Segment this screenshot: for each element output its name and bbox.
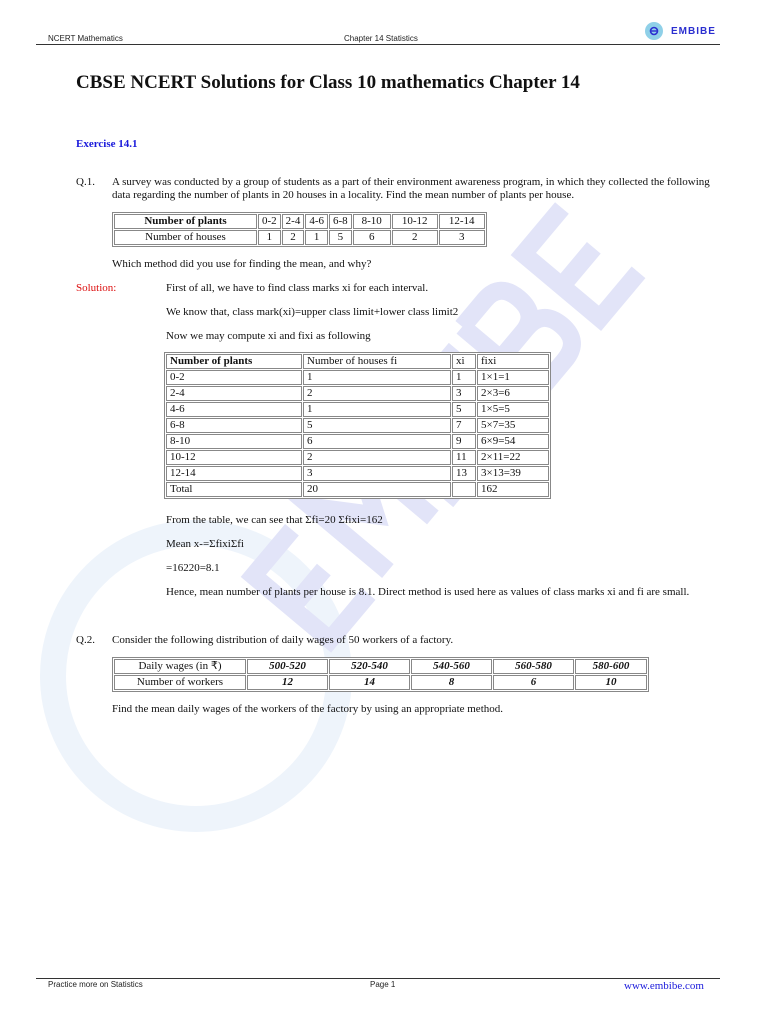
table-cell: xi xyxy=(452,354,476,369)
table-row: Number of houses 1 2 1 5 6 2 3 xyxy=(114,230,485,245)
q2-question: Find the mean daily wages of the workers of the factory by using an appropriate method. xyxy=(112,703,503,715)
table-cell: 11 xyxy=(452,450,476,465)
footer-rule xyxy=(36,978,720,979)
wages-table xyxy=(112,657,649,692)
header-center: Chapter 14 Statistics xyxy=(344,34,418,43)
table-cell: 1 xyxy=(303,370,451,385)
table-cell: 6 xyxy=(303,434,451,449)
table-cell: 2 xyxy=(303,386,451,401)
table-cell: Number of houses fi xyxy=(303,354,451,369)
table-row xyxy=(166,466,549,481)
footer-page: Page 1 xyxy=(370,980,396,989)
table-cell: 4-6 xyxy=(166,402,302,417)
table-cell: 7 xyxy=(452,418,476,433)
table-cell: 3 xyxy=(452,386,476,401)
table-row xyxy=(166,482,549,497)
solution-conclusion: Hence, mean number of plants per house is 8.1. Direct method is used here as values of class marks xi and fi are small. xyxy=(166,586,690,598)
q2-number: Q.2. xyxy=(76,634,95,646)
solution-sum: From the table, we can see that Σfi=20 Σfixi=162 xyxy=(166,514,383,526)
solution-line: We know that, class mark(xi)=upper class limit+lower class limit2 xyxy=(166,306,459,318)
table-cell: 8-10 xyxy=(166,434,302,449)
header-left: NCERT Mathematics xyxy=(48,34,123,43)
table-cell: 12-14 xyxy=(166,466,302,481)
solution-line: First of all, we have to find class marks xi for each interval. xyxy=(166,282,429,294)
table-cell: 1×1=1 xyxy=(477,370,549,385)
q1-number: Q.1. xyxy=(76,176,95,188)
fixi-table xyxy=(164,352,551,499)
table-cell: 6×9=54 xyxy=(477,434,549,449)
table-cell: 0-2 xyxy=(166,370,302,385)
table-cell: 3×13=39 xyxy=(477,466,549,481)
footer-link[interactable]: www.embibe.com xyxy=(624,980,704,992)
plants-table xyxy=(112,212,487,247)
table-cell xyxy=(452,482,476,497)
q1-text: A survey was conducted by a group of students as a part of their environment awareness program, in which they collected the following data regarding the number of plants in 20 houses in a locality. Find the mean number of plants per house. xyxy=(112,176,710,201)
table-row: Number of plants 0-2 2-4 4-6 6-8 8-10 10-12 12-14 xyxy=(114,214,485,229)
table-cell: 9 xyxy=(452,434,476,449)
table-row xyxy=(166,386,549,401)
solution-mean-value: =16220=8.1 xyxy=(166,562,220,574)
table-row xyxy=(166,354,549,369)
q2-text: Consider the following distribution of daily wages of 50 workers of a factory. xyxy=(112,634,454,646)
table-row: Number of workers 12 14 8 6 10 xyxy=(114,675,647,690)
table-cell: 2×11=22 xyxy=(477,450,549,465)
table-cell: 2-4 xyxy=(166,386,302,401)
table-cell: fixi xyxy=(477,354,549,369)
table-cell: 13 xyxy=(452,466,476,481)
solution-line: Now we may compute xi and fixi as following xyxy=(166,330,371,342)
table-cell: 1 xyxy=(303,402,451,417)
table-cell: 3 xyxy=(303,466,451,481)
table-cell: 20 xyxy=(303,482,451,497)
table-row xyxy=(166,370,549,385)
table-cell: 162 xyxy=(477,482,549,497)
header-rule xyxy=(36,44,720,45)
embibe-logo-icon xyxy=(645,22,663,40)
table-row xyxy=(166,418,549,433)
table-cell: 2 xyxy=(303,450,451,465)
exercise-heading: Exercise 14.1 xyxy=(76,138,138,150)
table-cell: 1 xyxy=(452,370,476,385)
solution-label: Solution: xyxy=(76,282,117,294)
q1-question: Which method did you use for finding the mean, and why? xyxy=(112,258,372,270)
table-row xyxy=(166,434,549,449)
table-cell: 5 xyxy=(303,418,451,433)
table-cell: 1×5=5 xyxy=(477,402,549,417)
embibe-logo: EMBIBE xyxy=(645,22,716,40)
table-cell: 5 xyxy=(452,402,476,417)
page-title: CBSE NCERT Solutions for Class 10 mathematics Chapter 14 xyxy=(76,72,580,93)
table-row xyxy=(166,450,549,465)
footer-left: Practice more on Statistics xyxy=(48,980,143,989)
table-row xyxy=(166,402,549,417)
table-row: Daily wages (in ₹) 500-520 520-540 540-560 560-580 580-600 xyxy=(114,659,647,674)
table-cell: Number of plants xyxy=(166,354,302,369)
table-cell: 6-8 xyxy=(166,418,302,433)
solution-mean-formula: Mean x-=ΣfixiΣfi xyxy=(166,538,244,550)
table-cell: 10-12 xyxy=(166,450,302,465)
table-cell: 5×7=35 xyxy=(477,418,549,433)
table-cell: Total xyxy=(166,482,302,497)
table-cell: 2×3=6 xyxy=(477,386,549,401)
